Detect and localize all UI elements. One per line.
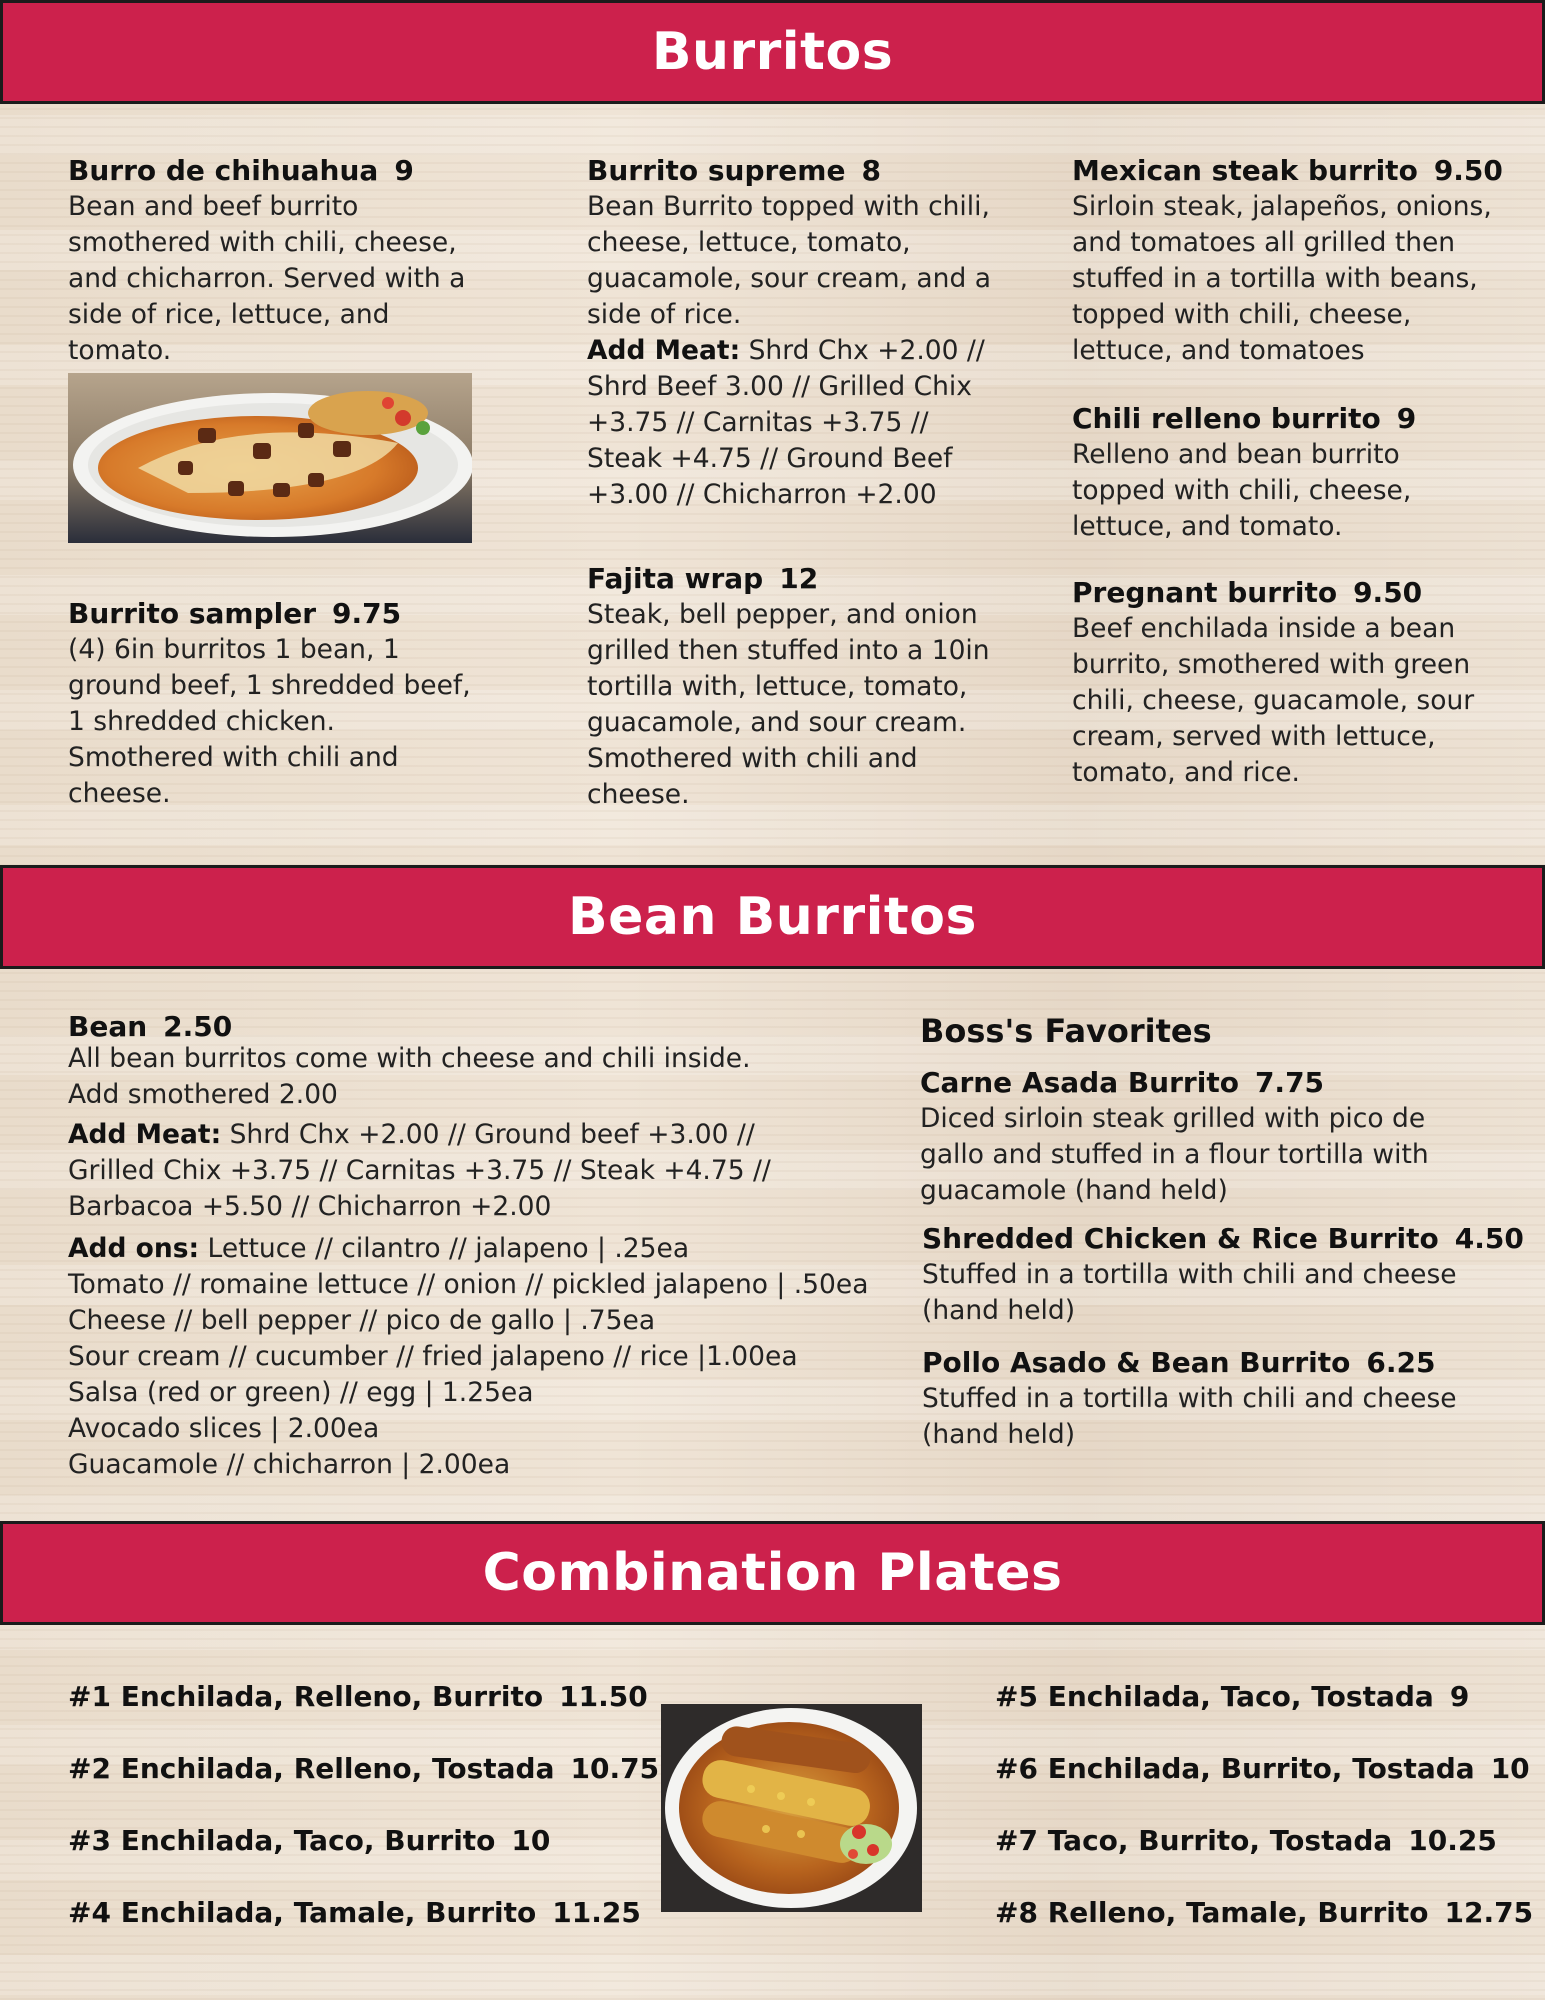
add-ons-list	[68, 1231, 868, 1483]
item-price: 9	[1396, 402, 1417, 435]
item-name: Pollo Asado & Bean Burrito	[922, 1346, 1351, 1379]
item-name: Chili relleno burrito	[1072, 402, 1381, 435]
menu-item-burrito-sampler	[68, 596, 488, 812]
item-price: 2.50	[163, 1010, 233, 1043]
item-name: Pregnant burrito	[1072, 576, 1338, 609]
bean-note: All bean burritos come with cheese and chili inside.	[68, 1043, 751, 1074]
combo-item: #8 Relleno, Tamale, Burrito 12.75	[995, 1896, 1534, 1929]
item-name: Bean	[68, 1010, 148, 1043]
item-price: 9.50	[1433, 154, 1503, 187]
add-on-line: Add ons: Lettuce // cilantro // jalapeno | .25ea	[68, 1233, 690, 1264]
item-price: 9.50	[1353, 576, 1423, 609]
item-price: 9.75	[332, 597, 402, 630]
item-price: 7.75	[1254, 1066, 1325, 1099]
item-description: (4) 6in burritos 1 bean, 1 ground beef, 1 shredded beef, 1 shredded chicken. Smothered with chili and cheese.	[68, 634, 471, 809]
add-on-line: Cheese // bell pepper // pico de gallo | .75ea	[68, 1305, 656, 1336]
add-meat-options	[587, 333, 1007, 513]
item-name: Fajita wrap	[587, 562, 764, 595]
combo-item: #6 Enchilada, Burrito, Tostada 10	[995, 1752, 1530, 1785]
burrito-dish-photo	[68, 373, 472, 543]
section-banner-burritos	[0, 0, 1545, 104]
add-meat-label: Add Meat:	[68, 1119, 222, 1150]
combo-item: #3 Enchilada, Taco, Burrito 10	[68, 1824, 551, 1857]
add-on-line: Guacamole // chicharron | 2.00ea	[68, 1449, 511, 1480]
item-description: Beef enchilada inside a bean burrito, smothered with green chili, cheese, guacamole, sour cream, served with lettuce, tomato, and rice.	[1072, 613, 1475, 788]
section-banner-bean-burritos	[0, 865, 1545, 969]
menu-item-fajita-wrap	[587, 561, 1007, 813]
menu-item-mexican-steak-burrito	[1072, 153, 1503, 369]
item-price: 8	[861, 154, 881, 187]
item-price: 9	[394, 154, 414, 187]
item-name: Shredded Chicken & Rice Burrito	[922, 1222, 1439, 1255]
add-on-line: Sour cream // cucumber // fried jalapeno // rice |1.00ea	[68, 1341, 798, 1372]
menu-item-shredded-chicken-rice-burrito	[922, 1221, 1524, 1329]
combo-item: #7 Taco, Burrito, Tostada 10.25	[995, 1824, 1497, 1857]
item-name: Burrito sampler	[68, 597, 317, 630]
add-on-line: Salsa (red or green) // egg | 1.25ea	[68, 1377, 534, 1408]
bean-smothered-note: Add smothered 2.00	[68, 1079, 338, 1110]
menu-item-pollo-asado-bean-burrito	[922, 1345, 1482, 1453]
menu-item-carne-asada-burrito	[920, 1065, 1480, 1209]
item-price: 6.25	[1366, 1346, 1436, 1379]
combo-item: #2 Enchilada, Relleno, Tostada 10.75	[68, 1752, 660, 1785]
item-description: Sirloin steak, jalapeños, onions, and tomatoes all grilled then stuffed in a tortilla with beans, topped with chili, cheese, lettuce, and tomatoes	[1072, 191, 1492, 366]
menu-item-chili-relleno-burrito	[1072, 401, 1492, 545]
item-description: Steak, bell pepper, and onion grilled then stuffed into a 10in tortilla with, lettuce, tomato, guacamole, and sour cream. Smothered with chili and cheese.	[587, 599, 990, 810]
item-name: Mexican steak burrito	[1072, 154, 1418, 187]
add-meat-list: Shrd Chx +2.00 // Ground beef +3.00 // Grilled Chix +3.75 // Carnitas +3.75 // Steak +4.75 // Barbacoa +5.50 // Chicharron +2.00	[68, 1119, 771, 1222]
item-price: 4.50	[1454, 1222, 1524, 1255]
item-description: Relleno and bean burrito topped with chili, cheese, lettuce, and tomato.	[1072, 439, 1412, 542]
add-meat-label: Add Meat:	[587, 335, 741, 366]
menu-item-bean	[68, 1009, 868, 1483]
combo-item: #1 Enchilada, Relleno, Burrito 11.50	[68, 1680, 648, 1713]
add-on-line: Tomato // romaine lettuce // onion // pickled jalapeno | .50ea	[68, 1269, 869, 1300]
item-name: Burrito supreme	[587, 154, 846, 187]
item-description: Bean and beef burrito smothered with chili, cheese, and chicharron. Served with a side of rice, lettuce, and tomato.	[68, 191, 466, 366]
section-title: Burritos	[651, 22, 894, 82]
item-price: 12	[779, 562, 819, 595]
item-description: Bean Burrito topped with chili, cheese, lettuce, tomato, guacamole, sour cream, and a side of rice.	[587, 191, 991, 330]
item-description: Stuffed in a tortilla with chili and cheese (hand held)	[922, 1259, 1457, 1326]
menu-item-burrito-supreme	[587, 153, 1007, 513]
combo-item: #5 Enchilada, Taco, Tostada 9	[995, 1680, 1470, 1713]
add-meat-list: Shrd Chx +2.00 // Shrd Beef 3.00 // Grilled Chix +3.75 // Carnitas +3.75 // Steak +4.75 // Ground Beef +3.00 // Chicharron +2.00	[587, 335, 985, 510]
section-title: Bean Burritos	[568, 887, 977, 947]
combo-item: #4 Enchilada, Tamale, Burrito 11.25	[68, 1896, 641, 1929]
item-description: Diced sirloin steak grilled with pico de gallo and stuffed in a flour tortilla with guacamole (hand held)	[920, 1103, 1429, 1206]
add-meat-options	[68, 1117, 828, 1225]
item-description: Stuffed in a tortilla with chili and cheese (hand held)	[922, 1383, 1457, 1450]
combination-plate-photo	[661, 1704, 922, 1912]
item-name: Carne Asada Burrito	[920, 1066, 1239, 1099]
menu-item-pregnant-burrito	[1072, 575, 1492, 791]
section-banner-combination-plates	[0, 1521, 1545, 1625]
boss-favorites-title: Boss's Favorites	[920, 1012, 1212, 1050]
add-ons-label: Add ons:	[68, 1233, 200, 1264]
section-title: Combination Plates	[482, 1543, 1063, 1603]
menu-item-burro-de-chihuahua	[68, 153, 488, 369]
item-name: Burro de chihuahua	[68, 154, 379, 187]
add-on-line: Avocado slices | 2.00ea	[68, 1413, 380, 1444]
